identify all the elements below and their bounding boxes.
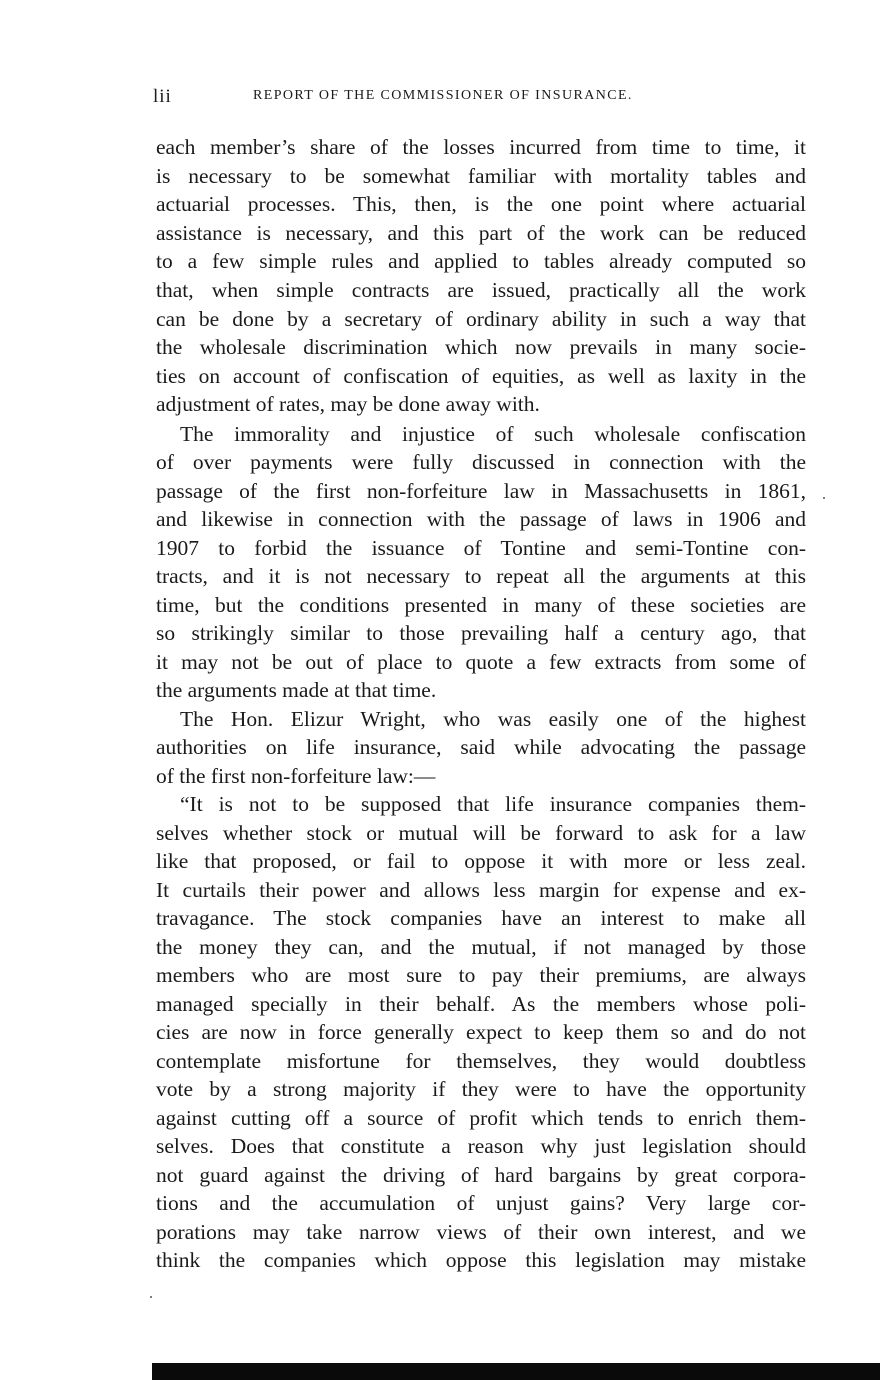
page-number: lii — [153, 86, 172, 107]
running-head: REPORT OF THE COMMISSIONER OF INSURANCE. — [253, 88, 633, 103]
text-line: and likewise in connection with the passage of laws in 1906 and — [156, 507, 806, 531]
text-line: time, but the conditions presented in many of these societies are — [156, 593, 806, 617]
scan-speck — [150, 1296, 152, 1298]
scan-edge-bar — [152, 1363, 880, 1380]
text-line: actuarial processes. This, then, is the one point where actuarial — [156, 192, 806, 216]
text-line: 1907 to forbid the issuance of Tontine and semi-Tontine con- — [156, 536, 806, 560]
text-line: porations may take narrow views of their own interest, and we — [156, 1220, 806, 1244]
text-line: authorities on life insurance, said while advocating the passage — [156, 735, 806, 759]
text-line: vote by a strong majority if they were to have the opportunity — [156, 1077, 806, 1101]
text-line: selves. Does that constitute a reason why just legislation should — [156, 1134, 806, 1158]
paragraph-first-line: The Hon. Elizur Wright, who was easily one of the highest — [180, 707, 806, 731]
text-line: tracts, and it is not necessary to repeat all the arguments at this — [156, 564, 806, 588]
text-line: It curtails their power and allows less margin for expense and ex- — [156, 878, 806, 902]
text-line: managed specially in their behalf. As the members whose poli- — [156, 992, 806, 1016]
text-line: like that proposed, or fail to oppose it with more or less zeal. — [156, 849, 806, 873]
text-line: of over payments were fully discussed in connection with the — [156, 450, 806, 474]
text-line: against cutting off a source of profit which tends to enrich them- — [156, 1106, 806, 1130]
text-line: contemplate misfortune for themselves, they would doubtless — [156, 1049, 806, 1073]
text-line: not guard against the driving of hard bargains by great corpora- — [156, 1163, 806, 1187]
text-line: can be done by a secretary of ordinary ability in such a way that — [156, 307, 806, 331]
quote-first-line: “It is not to be supposed that life insurance companies them- — [180, 792, 806, 816]
text-line: travagance. The stock companies have an interest to make all — [156, 906, 806, 930]
text-line: to a few simple rules and applied to tables already computed so — [156, 249, 806, 273]
paragraph-first-line: The immorality and injustice of such wholesale confiscation — [180, 422, 806, 446]
text-line: that, when simple contracts are issued, practically all the work — [156, 278, 806, 302]
text-line: so strikingly similar to those prevailing half a century ago, that — [156, 621, 806, 645]
text-line: adjustment of rates, may be done away with. — [156, 392, 540, 416]
text-line: of the first non-forfeiture law:— — [156, 764, 436, 788]
text-line: the wholesale discrimination which now prevails in many socie- — [156, 335, 806, 359]
scan-speck — [823, 497, 825, 499]
text-line: ties on account of confiscation of equities, as well as laxity in the — [156, 364, 806, 388]
text-line: tions and the accumulation of unjust gains? Very large cor- — [156, 1191, 806, 1215]
text-line: the arguments made at that time. — [156, 678, 437, 702]
text-line: assistance is necessary, and this part of the work can be reduced — [156, 221, 806, 245]
text-line: the money they can, and the mutual, if not managed by those — [156, 935, 806, 959]
text-line: members who are most sure to pay their premiums, are always — [156, 963, 806, 987]
text-line: it may not be out of place to quote a few extracts from some of — [156, 650, 806, 674]
text-line: is necessary to be somewhat familiar with mortality tables and — [156, 164, 806, 188]
text-line: selves whether stock or mutual will be forward to ask for a law — [156, 821, 806, 845]
text-line: each member’s share of the losses incurred from time to time, it — [156, 135, 806, 159]
text-line: cies are now in force generally expect to keep them so and do not — [156, 1020, 806, 1044]
text-line: passage of the first non-forfeiture law in Massachusetts in 1861, — [156, 479, 806, 503]
text-line: think the companies which oppose this legislation may mistake — [156, 1248, 806, 1272]
